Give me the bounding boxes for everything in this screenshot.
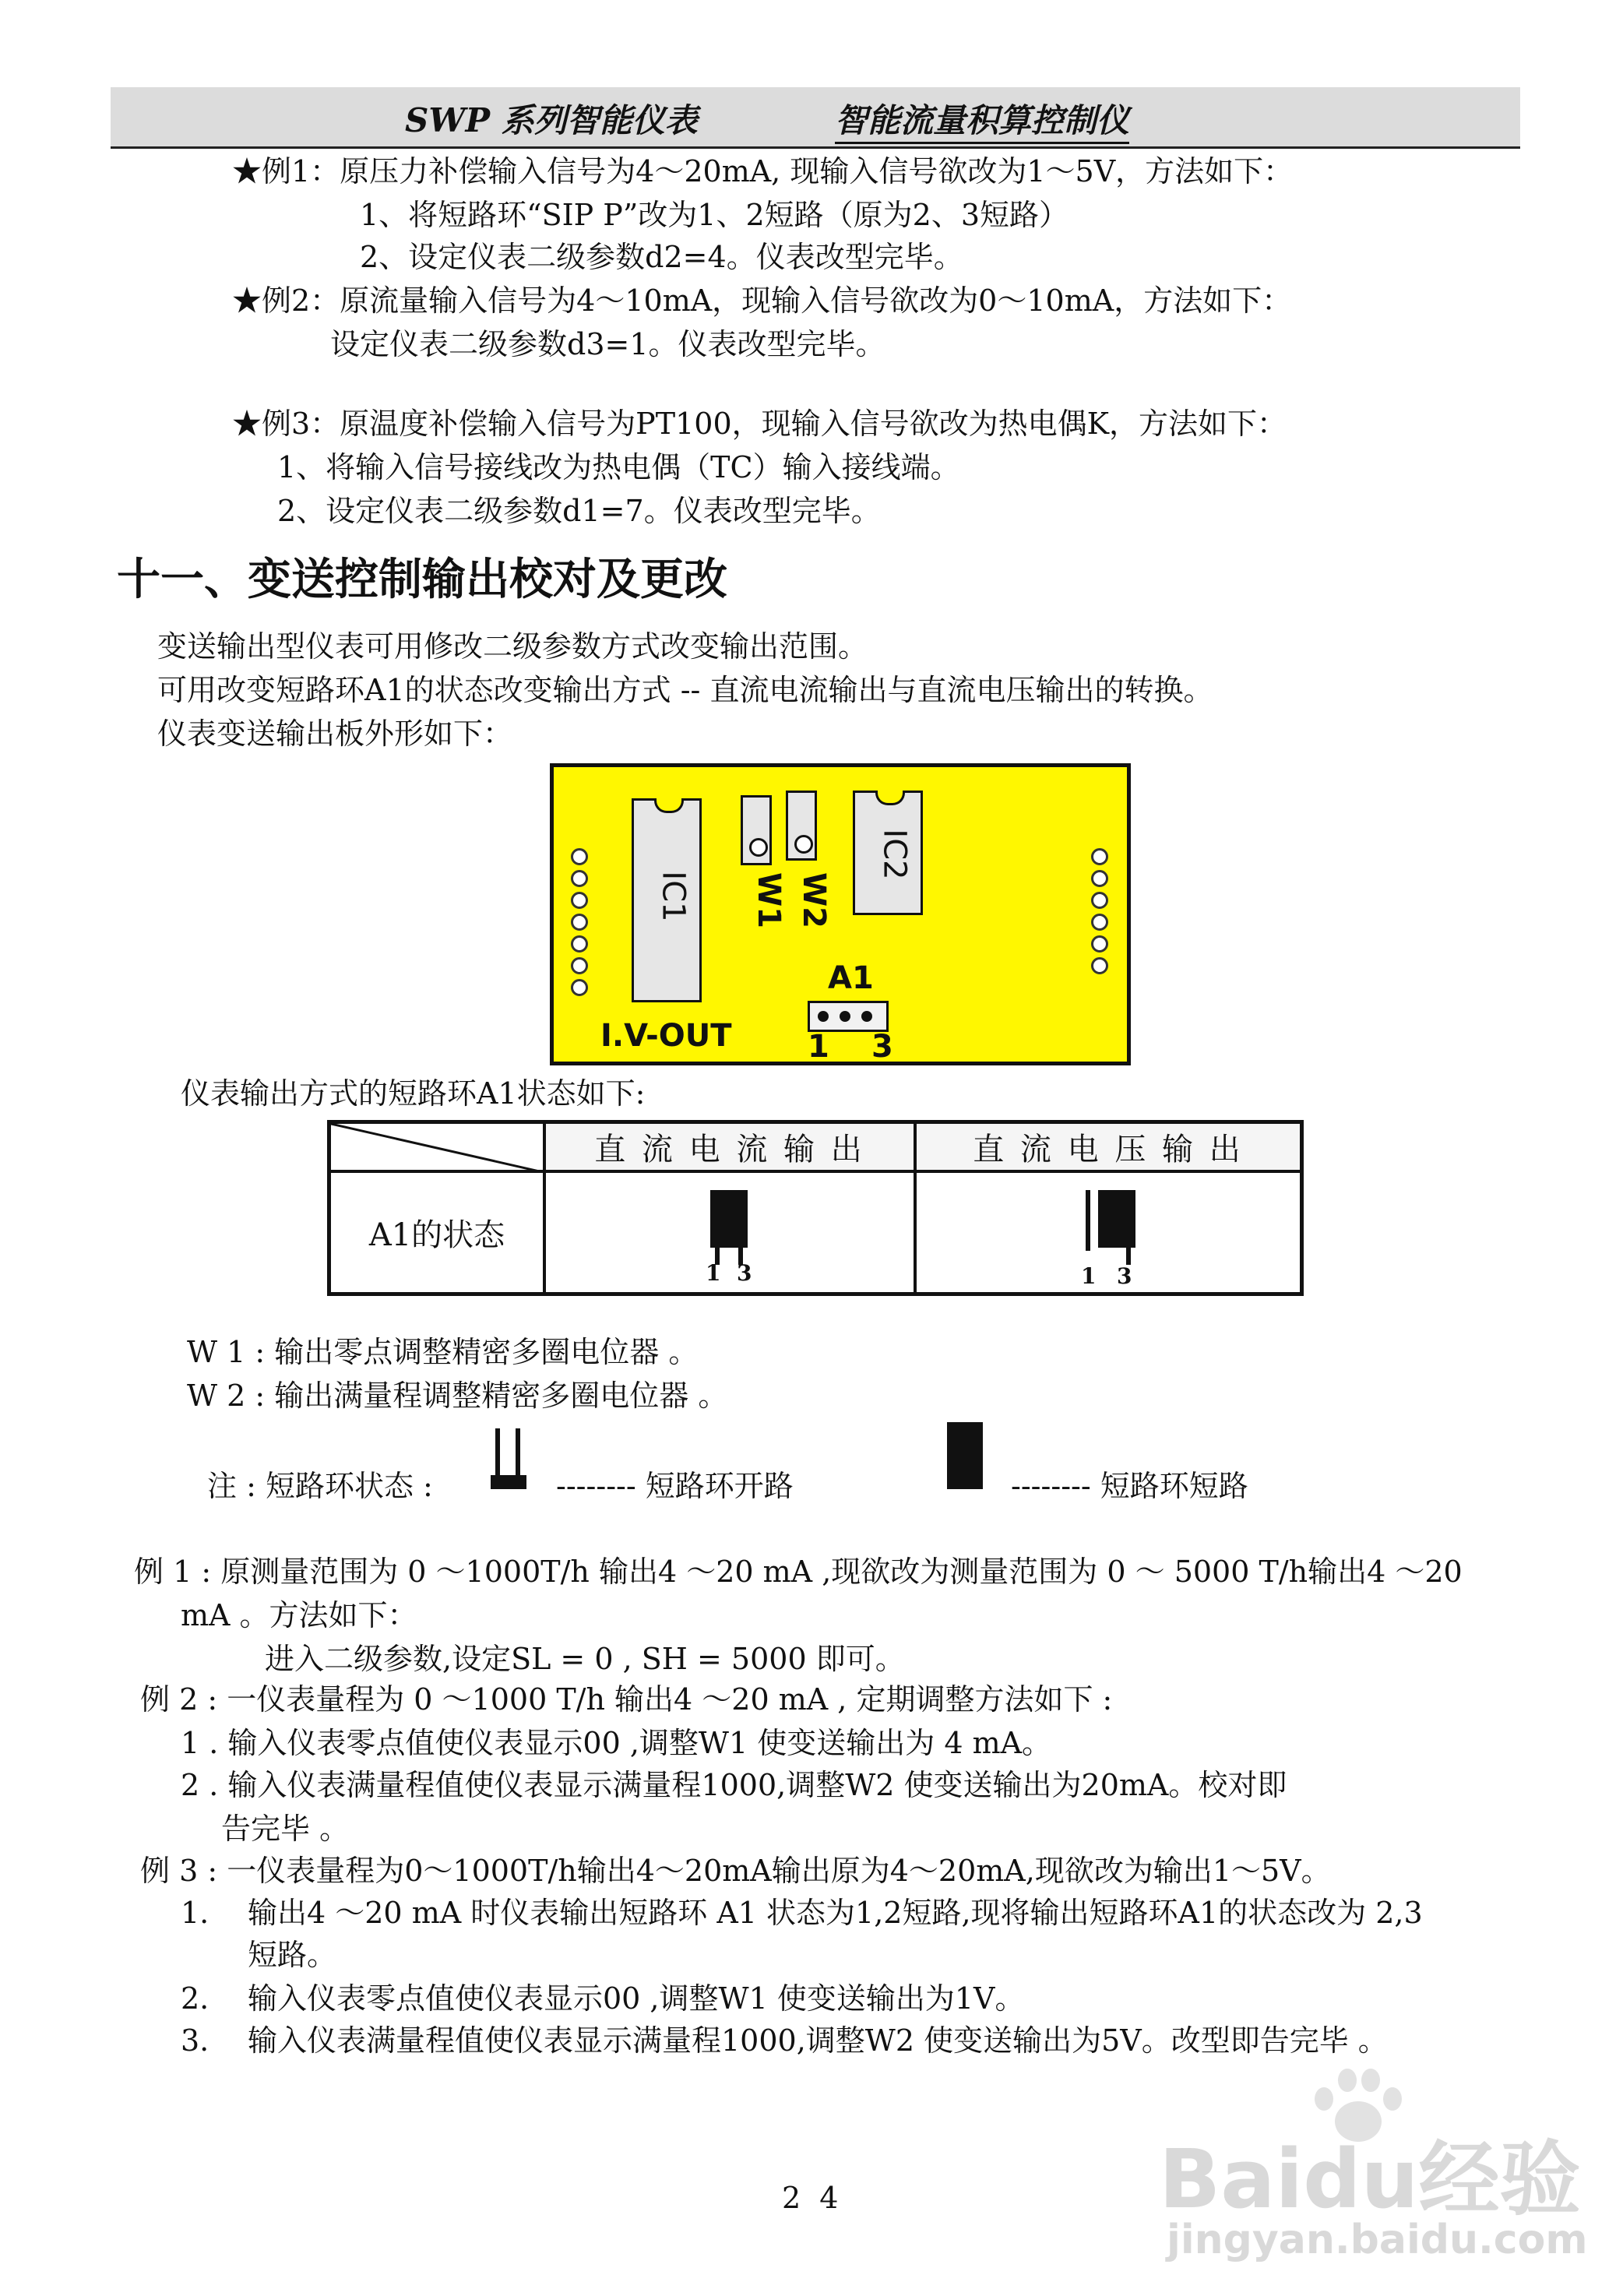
watermark-logo: Baidu经验	[1159, 2132, 1581, 2227]
a1-label: A1	[828, 960, 874, 996]
bottom-example-3: 例 3 : 一仪表量程为0～1000T/h输出4～20mA输出原为4～20mA,现欲改为输出1～5V。	[140, 1854, 1331, 1888]
board-pin	[1091, 892, 1108, 909]
note-label: 注 : 短路环状态 :	[207, 1469, 433, 1503]
a1-jumper-header	[808, 1001, 889, 1032]
bottom-example-2-step-1: 1 . 输入仪表零点值使仪表显示00 ,调整W1 使变送输出为 4 mA。	[181, 1726, 1052, 1760]
board-pin	[1091, 848, 1108, 865]
watermark-url: jingyan.baidu.com	[1167, 2217, 1588, 2263]
w2-label: W2	[795, 872, 832, 928]
step-1-cont: 短路。	[248, 1938, 337, 1972]
step-2-text: 输入仪表零点值使仪表显示00 ,调整W1 使变送输出为1V。	[248, 1981, 1025, 2016]
jumper-voltage-pin3: 3	[1117, 1262, 1132, 1289]
pot-w2-desc: W 2 : 输出满量程调整精密多圈电位器 。	[187, 1379, 728, 1413]
section-intro-3: 仪表变送输出板外形如下：	[157, 717, 513, 751]
header-dc-current: 直 流 电 流 输 出	[544, 1122, 915, 1172]
step-2-number: 2.	[181, 1981, 209, 2016]
example-3-step-1: 1、将输入信号接线改为热电偶（TC）输入接线端。	[277, 450, 960, 484]
ic2-label: IC2	[876, 829, 913, 880]
table-corner-cell	[329, 1122, 545, 1172]
section-intro-2: 可用改变短路环A1的状态改变输出方式 -- 直流电流输出与直流电压输出的转换。	[157, 673, 1213, 707]
board-pin	[571, 892, 588, 909]
ic1-label: IC1	[655, 871, 692, 922]
step-1-number: 1.	[181, 1896, 209, 1930]
jumper-short-icon	[947, 1422, 983, 1492]
cell-current-jumper	[544, 1171, 915, 1294]
section-intro-1: 变送输出型仪表可用修改二级参数方式改变输出范围。	[157, 629, 868, 664]
bottom-example-2-step-2: 2 . 输入仪表满量程值使仪表显示满量程1000,调整W2 使变送输出为20mA。校对即	[181, 1768, 1287, 1802]
pot-w1-desc: W 1 : 输出零点调整精密多圈电位器 。	[187, 1335, 699, 1369]
page-number: 2 4	[782, 2181, 843, 2215]
bottom-example-1: 例 1 : 原测量范围为 0 ～1000T/h 输出4 ～20 mA ,现欲改为测量范围为 0 ～ 5000 T/h输出4 ～20	[134, 1555, 1463, 1589]
header-dc-voltage: 直 流 电 压 输 出	[915, 1122, 1302, 1172]
ic1-chip	[632, 798, 702, 1002]
example-1-step-1: 1、将短路环“SIP P”改为1、2短路（原为2、3短路）	[360, 198, 1069, 232]
board-pin	[571, 870, 588, 887]
board-pin	[571, 957, 588, 974]
jumper-voltage-pin1: 1	[1081, 1262, 1097, 1289]
header-product-title: 智能流量积算控制仪	[835, 95, 1129, 144]
board-pin	[571, 914, 588, 931]
board-pin	[571, 848, 588, 865]
step-3-number: 3.	[181, 2023, 209, 2058]
jumper-open-icon	[491, 1428, 526, 1492]
a1-pin3-label: 3	[871, 1029, 893, 1065]
table-caption: 仪表输出方式的短路环A1状态如下:	[181, 1076, 646, 1111]
baidu-watermark	[1159, 2064, 1588, 2274]
w2-potentiometer	[786, 791, 817, 861]
iv-out-label: I.V-OUT	[600, 1018, 732, 1054]
board-pin	[1091, 935, 1108, 953]
w1-label: W1	[750, 872, 787, 928]
diagonal-line	[331, 1124, 543, 1172]
jumper-current-pin1: 1	[706, 1259, 721, 1286]
board-pin	[571, 935, 588, 953]
example-2: ★例2：原流量输入信号为4～10mA，现输入信号欲改为0～10mA，方法如下：	[232, 283, 1292, 318]
bottom-example-1-step: 进入二级参数,设定SL = 0 , SH = 5000 即可。	[265, 1642, 905, 1676]
example-2-step-1: 设定仪表二级参数d3=1。仪表改型完毕。	[330, 327, 885, 361]
jumper-current-icon	[702, 1182, 757, 1286]
jumper-current-pin3: 3	[737, 1259, 752, 1286]
w1-potentiometer	[741, 795, 772, 865]
page-header	[111, 87, 1520, 149]
board-pin	[1091, 870, 1108, 887]
board-pin	[1091, 914, 1108, 931]
example-3: ★例3：原温度补偿输入信号为PT100，现输入信号欲改为热电偶K，方法如下：	[232, 407, 1287, 441]
board-pin	[1091, 957, 1108, 974]
note-open-text: -------- 短路环开路	[556, 1469, 794, 1503]
jumper-voltage-icon	[1081, 1182, 1135, 1289]
a1-pin1-label: 1	[808, 1029, 829, 1065]
example-1: ★例1：原压力补偿输入信号为4～20mA, 现输入信号欲改为1～5V，方法如下：	[232, 154, 1294, 188]
note-short-text: -------- 短路环短路	[1011, 1469, 1248, 1503]
section-heading: 十一、变送控制输出校对及更改	[117, 555, 727, 605]
ic2-chip	[853, 791, 923, 915]
header-series-title: SWP 系列智能仪表	[405, 101, 698, 139]
bottom-example-1-cont: mA 。方法如下：	[181, 1598, 417, 1632]
bottom-example-2-step-2-cont: 告完毕 。	[221, 1812, 350, 1846]
example-1-step-2: 2、设定仪表二级参数d2=4。仪表改型完毕。	[360, 240, 963, 274]
a1-state-table	[327, 1120, 1304, 1296]
step-1-text: 输出4 ～20 mA 时仪表输出短路环 A1 状态为1,2短路,现将输出短路环A1的状态改为 2,3	[248, 1896, 1423, 1930]
cell-voltage-jumper	[915, 1171, 1302, 1294]
step-3-text: 输入仪表满量程值使仪表显示满量程1000,调整W2 使变送输出为5V。改型即告完毕 。	[248, 2023, 1388, 2058]
row-label-a1-state: A1的状态	[329, 1171, 545, 1294]
example-3-step-2: 2、设定仪表二级参数d1=7。仪表改型完毕。	[277, 494, 881, 528]
output-board-diagram	[550, 763, 1131, 1065]
bottom-example-2: 例 2 : 一仪表量程为 0 ～1000 T/h 输出4 ～20 mA , 定期调整方法如下 :	[140, 1682, 1113, 1717]
board-pin	[571, 979, 588, 996]
